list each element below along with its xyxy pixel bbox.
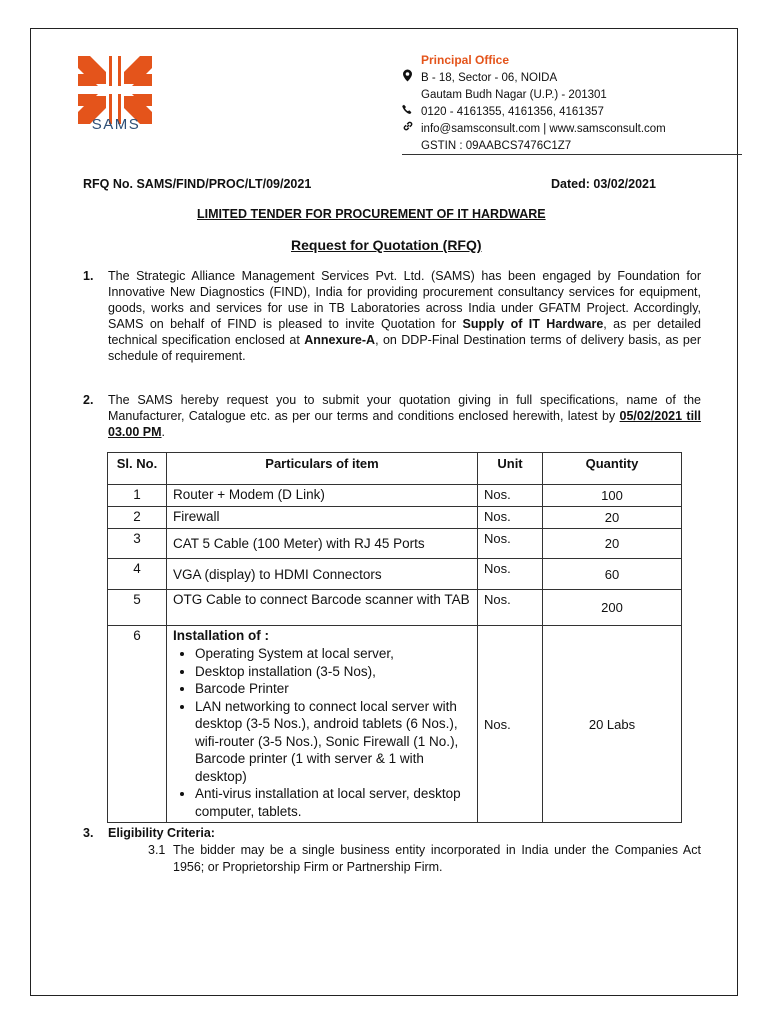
items-table bbox=[107, 452, 682, 823]
header-unit: Unit bbox=[478, 453, 543, 485]
clause-3-1 bbox=[148, 842, 701, 876]
document-heading: Request for Quotation (RFQ) bbox=[291, 237, 482, 253]
row-item: Router + Modem (D Link) bbox=[167, 485, 478, 507]
table-row-installation bbox=[108, 626, 682, 823]
row-sl: 5 bbox=[108, 590, 167, 626]
installation-cell bbox=[167, 626, 478, 823]
list-item: • Barcode Printer bbox=[195, 680, 471, 698]
phone-numbers: 0120 - 4161355, 4161356, 4161357 bbox=[421, 105, 604, 118]
logo-wordmark: SAMS bbox=[91, 116, 141, 133]
row-qty: 200 bbox=[543, 590, 682, 626]
clause-text: The bidder may be a single business entity incorporated in India under the Companies Act 1956; or Proprietorship Firm or Partnership Firm. bbox=[173, 843, 701, 874]
row-item: OTG Cable to connect Barcode scanner with TAB bbox=[167, 590, 478, 626]
paragraph-1-text-c: , on DDP-Final Destination terms of delivery basis, as per schedule of requirement. bbox=[108, 333, 701, 363]
clause-number: 3.1 bbox=[148, 843, 166, 857]
row-sl: 6 bbox=[108, 626, 167, 823]
row-sl: 2 bbox=[108, 507, 167, 529]
paragraph-2 bbox=[83, 392, 701, 440]
installation-list bbox=[173, 645, 471, 820]
table-header-row bbox=[108, 453, 682, 485]
rfq-date: Dated: 03/02/2021 bbox=[551, 177, 656, 191]
table-row bbox=[108, 485, 682, 507]
eligibility-number: 3. bbox=[83, 826, 94, 840]
list-item: • Desktop installation (3-5 Nos), bbox=[195, 663, 471, 681]
submission-deadline: 05/02/2021 till 03.00 PM bbox=[108, 409, 701, 439]
paragraph-1-text-a: The Strategic Alliance Management Services Pvt. Ltd. (SAMS) has been engaged by Foundation for Innovative New Diagnostics (FIND), India for providing procurement consultancy services for equipment, goods, works and services for use in TB Laboratories across India under GFATM Project. Accordingly, SAMS on behalf of FIND is pleased to invite Quotation for bbox=[108, 269, 701, 331]
row-unit: Nos. bbox=[478, 559, 543, 590]
row-unit: Nos. bbox=[478, 529, 543, 559]
table-row bbox=[108, 559, 682, 590]
email-website: info@samsconsult.com | www.samsconsult.com bbox=[421, 122, 666, 135]
link-icon bbox=[402, 120, 421, 138]
paragraph-2-number: 2. bbox=[83, 393, 94, 407]
row-item: CAT 5 Cable (100 Meter) with RJ 45 Ports bbox=[167, 529, 478, 559]
row-sl: 4 bbox=[108, 559, 167, 590]
row-item: Firewall bbox=[167, 507, 478, 529]
table-row bbox=[108, 590, 682, 626]
row-sl: 1 bbox=[108, 485, 167, 507]
header-quantity: Quantity bbox=[543, 453, 682, 485]
row-unit: Nos. bbox=[478, 485, 543, 507]
paragraph-2-text-a: The SAMS hereby request you to submit your quotation giving in full specifications, name of the Manufacturer, Catalogue etc. as per our terms and conditions enclosed herewith, latest by bbox=[108, 393, 701, 423]
header-sl-no: Sl. No. bbox=[108, 453, 167, 485]
rfq-number: RFQ No. SAMS/FIND/PROC/LT/09/2021 bbox=[83, 177, 312, 191]
paragraph-1 bbox=[83, 268, 701, 364]
row-qty: 20 Labs bbox=[543, 626, 682, 823]
list-item: • Anti-virus installation at local server, desktop computer, tablets. bbox=[195, 785, 471, 820]
paragraph-1-number: 1. bbox=[83, 269, 94, 283]
row-item: VGA (display) to HDMI Connectors bbox=[167, 559, 478, 590]
paragraph-1-text-b: , as per detailed technical specification enclosed at bbox=[108, 317, 701, 347]
office-title: Principal Office bbox=[421, 53, 510, 67]
header-particulars: Particulars of item bbox=[167, 453, 478, 485]
row-qty: 20 bbox=[543, 507, 682, 529]
table-row bbox=[108, 529, 682, 559]
location-pin-icon bbox=[402, 69, 421, 88]
header-divider bbox=[402, 154, 742, 155]
paragraph-2-text-b: . bbox=[161, 425, 165, 439]
row-unit: Nos. bbox=[478, 590, 543, 626]
row-qty: 100 bbox=[543, 485, 682, 507]
table-row bbox=[108, 507, 682, 529]
row-sl: 3 bbox=[108, 529, 167, 559]
phone-icon bbox=[402, 104, 421, 121]
paragraph-1-bold-b: Annexure-A bbox=[304, 333, 376, 347]
address-line2: Gautam Budh Nagar (U.P.) - 201301 bbox=[421, 89, 607, 101]
address-line1: B - 18, Sector - 06, NOIDA bbox=[421, 71, 558, 84]
list-item: • LAN networking to connect local server with desktop (3-5 Nos.), android tablets (6 Nos.), wifi-router (3-5 Nos.), Sonic Firewall (1 No.), Barcode printer (1 with server & 1 with desktop) bbox=[195, 698, 471, 786]
row-unit: Nos. bbox=[478, 507, 543, 529]
list-item: • Operating System at local server, bbox=[195, 645, 471, 663]
gstin: GSTIN : 09AABCS7476C1Z7 bbox=[421, 139, 572, 152]
row-qty: 60 bbox=[543, 559, 682, 590]
paragraph-1-bold-a: Supply of IT Hardware bbox=[462, 317, 604, 331]
eligibility-title: Eligibility Criteria: bbox=[108, 826, 215, 840]
row-unit: Nos. bbox=[478, 626, 543, 823]
principal-office-block bbox=[402, 52, 666, 154]
tender-subject: LIMITED TENDER FOR PROCUREMENT OF IT HARDWARE bbox=[197, 207, 546, 221]
row-qty: 20 bbox=[543, 529, 682, 559]
installation-title: Installation of : bbox=[173, 628, 269, 643]
